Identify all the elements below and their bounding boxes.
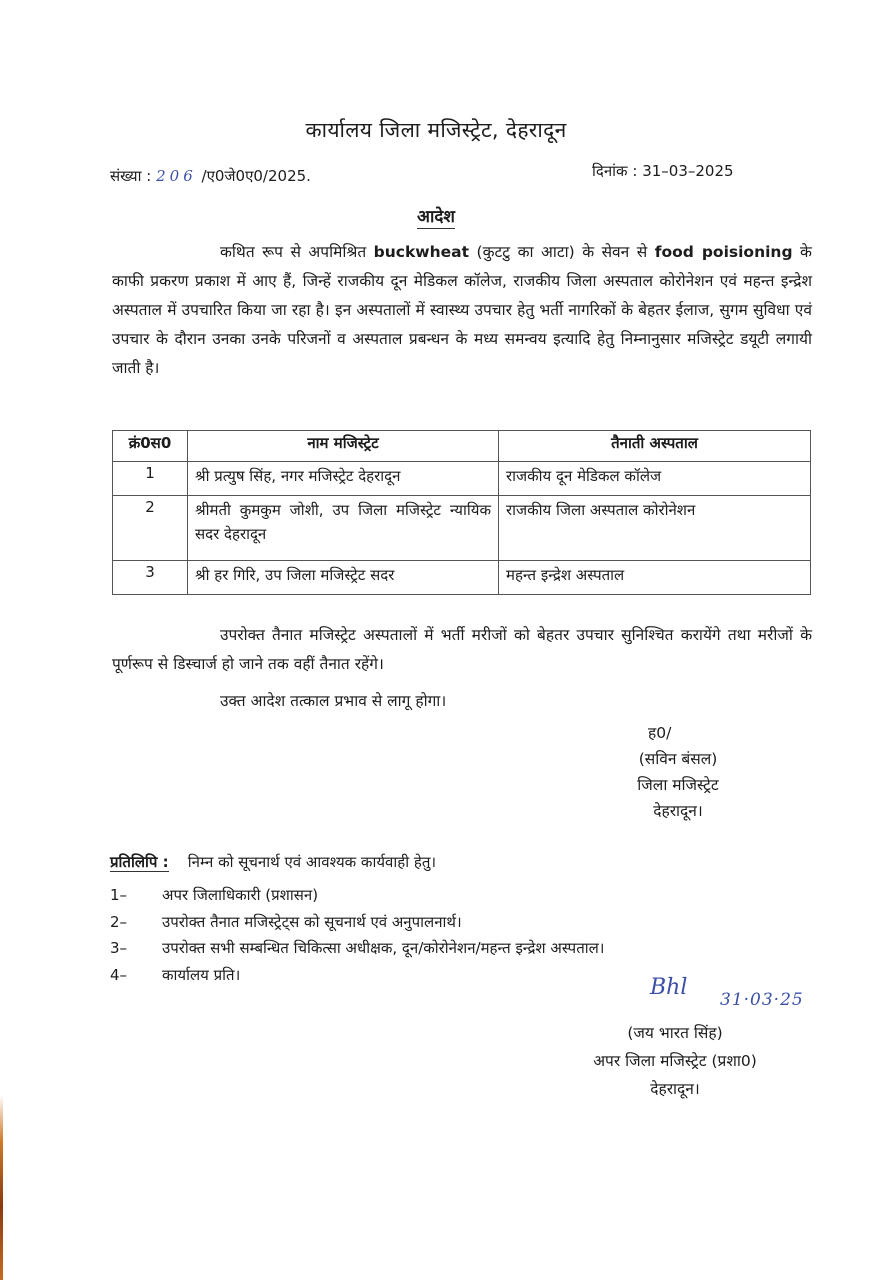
- signatory-block-adm: [555, 1019, 795, 1103]
- table-row: [113, 561, 811, 595]
- cell-serial: 2: [113, 496, 188, 561]
- date-label: दिनांक :: [592, 162, 638, 180]
- list-item-number: 3–: [110, 939, 128, 957]
- cell-serial: 3: [113, 561, 188, 595]
- handwritten-date: 31·03·25: [720, 990, 804, 1010]
- cell-magistrate-name: श्री हर गिरि, उप जिला मजिस्ट्रेट सदर: [188, 561, 499, 595]
- reference-suffix: /ए0जे0ए0/2025.: [201, 167, 311, 185]
- copy-intro: निम्न को सूचनार्थ एवं आवश्यक कार्यवाही हेतु।: [187, 853, 437, 871]
- magistrate-duty-table: [112, 430, 811, 595]
- para1-food-poisoning: food poisioning: [654, 243, 793, 261]
- date-line: [592, 161, 734, 181]
- table-header-row: [113, 431, 811, 462]
- signatory-name: (जय भारत सिंह): [627, 1024, 723, 1042]
- list-item-text: अपर जिलाधिकारी (प्रशासन): [162, 886, 319, 904]
- para1-text-a: कथित रूप से अपमिश्रित: [220, 243, 367, 261]
- table-row: [113, 462, 811, 496]
- reference-handwritten-number: 206: [156, 167, 197, 185]
- list-item-text: कार्यालय प्रति।: [162, 965, 241, 984]
- copy-to-heading: [110, 852, 436, 872]
- paper-edge-shadow: [0, 1095, 3, 1280]
- para2-text: उपरोक्त तैनात मजिस्ट्रेट अस्पतालों में भर्ती मरीजों को बेहतर उपचार सुनिश्चित करायेंगे तथा मरीजों के पूर्णरूप से डिस्चार्ज हो जाने तक वहीं तैनात रहेंगे।: [112, 626, 812, 673]
- list-item: [110, 962, 605, 989]
- order-paragraph-1: [112, 238, 812, 383]
- copy-label: प्रतिलिपि :: [110, 853, 169, 871]
- para1-text-e: के काफी प्रकरण प्रकाश में आए हैं, जिन्हें राजकीय दून मेडिकल कॉलेज, राजकीय जिला अस्पताल कोरोनेशन एवं महन्त इन्द्रेश अस्पताल में उपचारित किया जा रहा है। इन अस्पतालों में स्वास्थ्य उपचार हेतु भर्ती नागरिकों के बेहतर ईलाज, सुगम सुविधा एवं उपचार के दौरान उनका उनके परिजनों व अस्पताल प्रबन्धन के मध्य समन्वय इत्यादि हेतु निम्नानुसार मजिस्ट्रेट डयूटी लगायी जाती है।: [112, 243, 812, 377]
- reference-number: [110, 166, 311, 186]
- cell-magistrate-name: श्रीमती कुमकुम जोशी, उप जिला मजिस्ट्रेट न्यायिक सदर देहरादून: [188, 496, 499, 561]
- handwritten-signature: Bhl: [650, 975, 688, 1000]
- copy-to-list: [110, 882, 605, 988]
- list-item-text: उपरोक्त सभी सम्बन्धित चिकित्सा अधीक्षक, दून/कोरोनेशन/महन्त इन्द्रेश अस्पताल।: [162, 939, 605, 957]
- list-item: [110, 935, 605, 962]
- table-row: [113, 496, 811, 561]
- signatory-designation: अपर जिला मजिस्ट्रेट (प्रशा0): [593, 1052, 757, 1070]
- header-magistrate-name: नाम मजिस्ट्रेट: [188, 431, 499, 462]
- header-serial: क्रं0स0: [113, 431, 188, 462]
- list-item-number: 2–: [110, 912, 128, 931]
- date-value: 31–03–2025: [642, 162, 734, 180]
- list-item-number: 4–: [110, 965, 128, 984]
- list-item: [110, 909, 605, 936]
- order-paragraph-2: [112, 621, 812, 679]
- para1-text-c: (कुटटु का आटा) के सेवन से: [476, 243, 648, 261]
- cell-hospital: महन्त इन्द्रेश अस्पताल: [499, 561, 811, 595]
- signatory-name: (सविन बंसल): [638, 750, 718, 768]
- header-hospital: तैनाती अस्पताल: [499, 431, 811, 462]
- cell-magistrate-name: श्री प्रत्युष सिंह, नगर मजिस्ट्रेट देहरादून: [188, 462, 499, 496]
- list-item-number: 1–: [110, 886, 128, 904]
- signatory-designation: जिला मजिस्ट्रेट: [637, 776, 719, 794]
- order-title-text: आदेश: [417, 207, 455, 227]
- reference-label: संख्या :: [110, 167, 152, 185]
- order-title: [0, 204, 872, 227]
- list-item: [110, 882, 605, 909]
- para1-buckwheat: buckwheat: [373, 243, 470, 261]
- order-paragraph-3: उक्त आदेश तत्काल प्रभाव से लागू होगा।: [220, 692, 447, 710]
- list-item-text: उपरोक्त तैनात मजिस्ट्रेट्स को सूचनार्थ एवं अनुपालनार्थ।: [162, 912, 462, 931]
- cell-serial: 1: [113, 462, 188, 496]
- office-heading: कार्यालय जिला मजिस्ट्रेट, देहरादून: [305, 118, 567, 142]
- signatory-block-dm: [608, 720, 748, 824]
- cell-hospital: राजकीय जिला अस्पताल कोरोनेशन: [499, 496, 811, 561]
- signatory-place: देहरादून।: [650, 1080, 700, 1098]
- signatory-place: देहरादून।: [653, 802, 703, 820]
- cell-hospital: राजकीय दून मेडिकल कॉलेज: [499, 462, 811, 496]
- signed-mark: ह0/: [648, 724, 672, 742]
